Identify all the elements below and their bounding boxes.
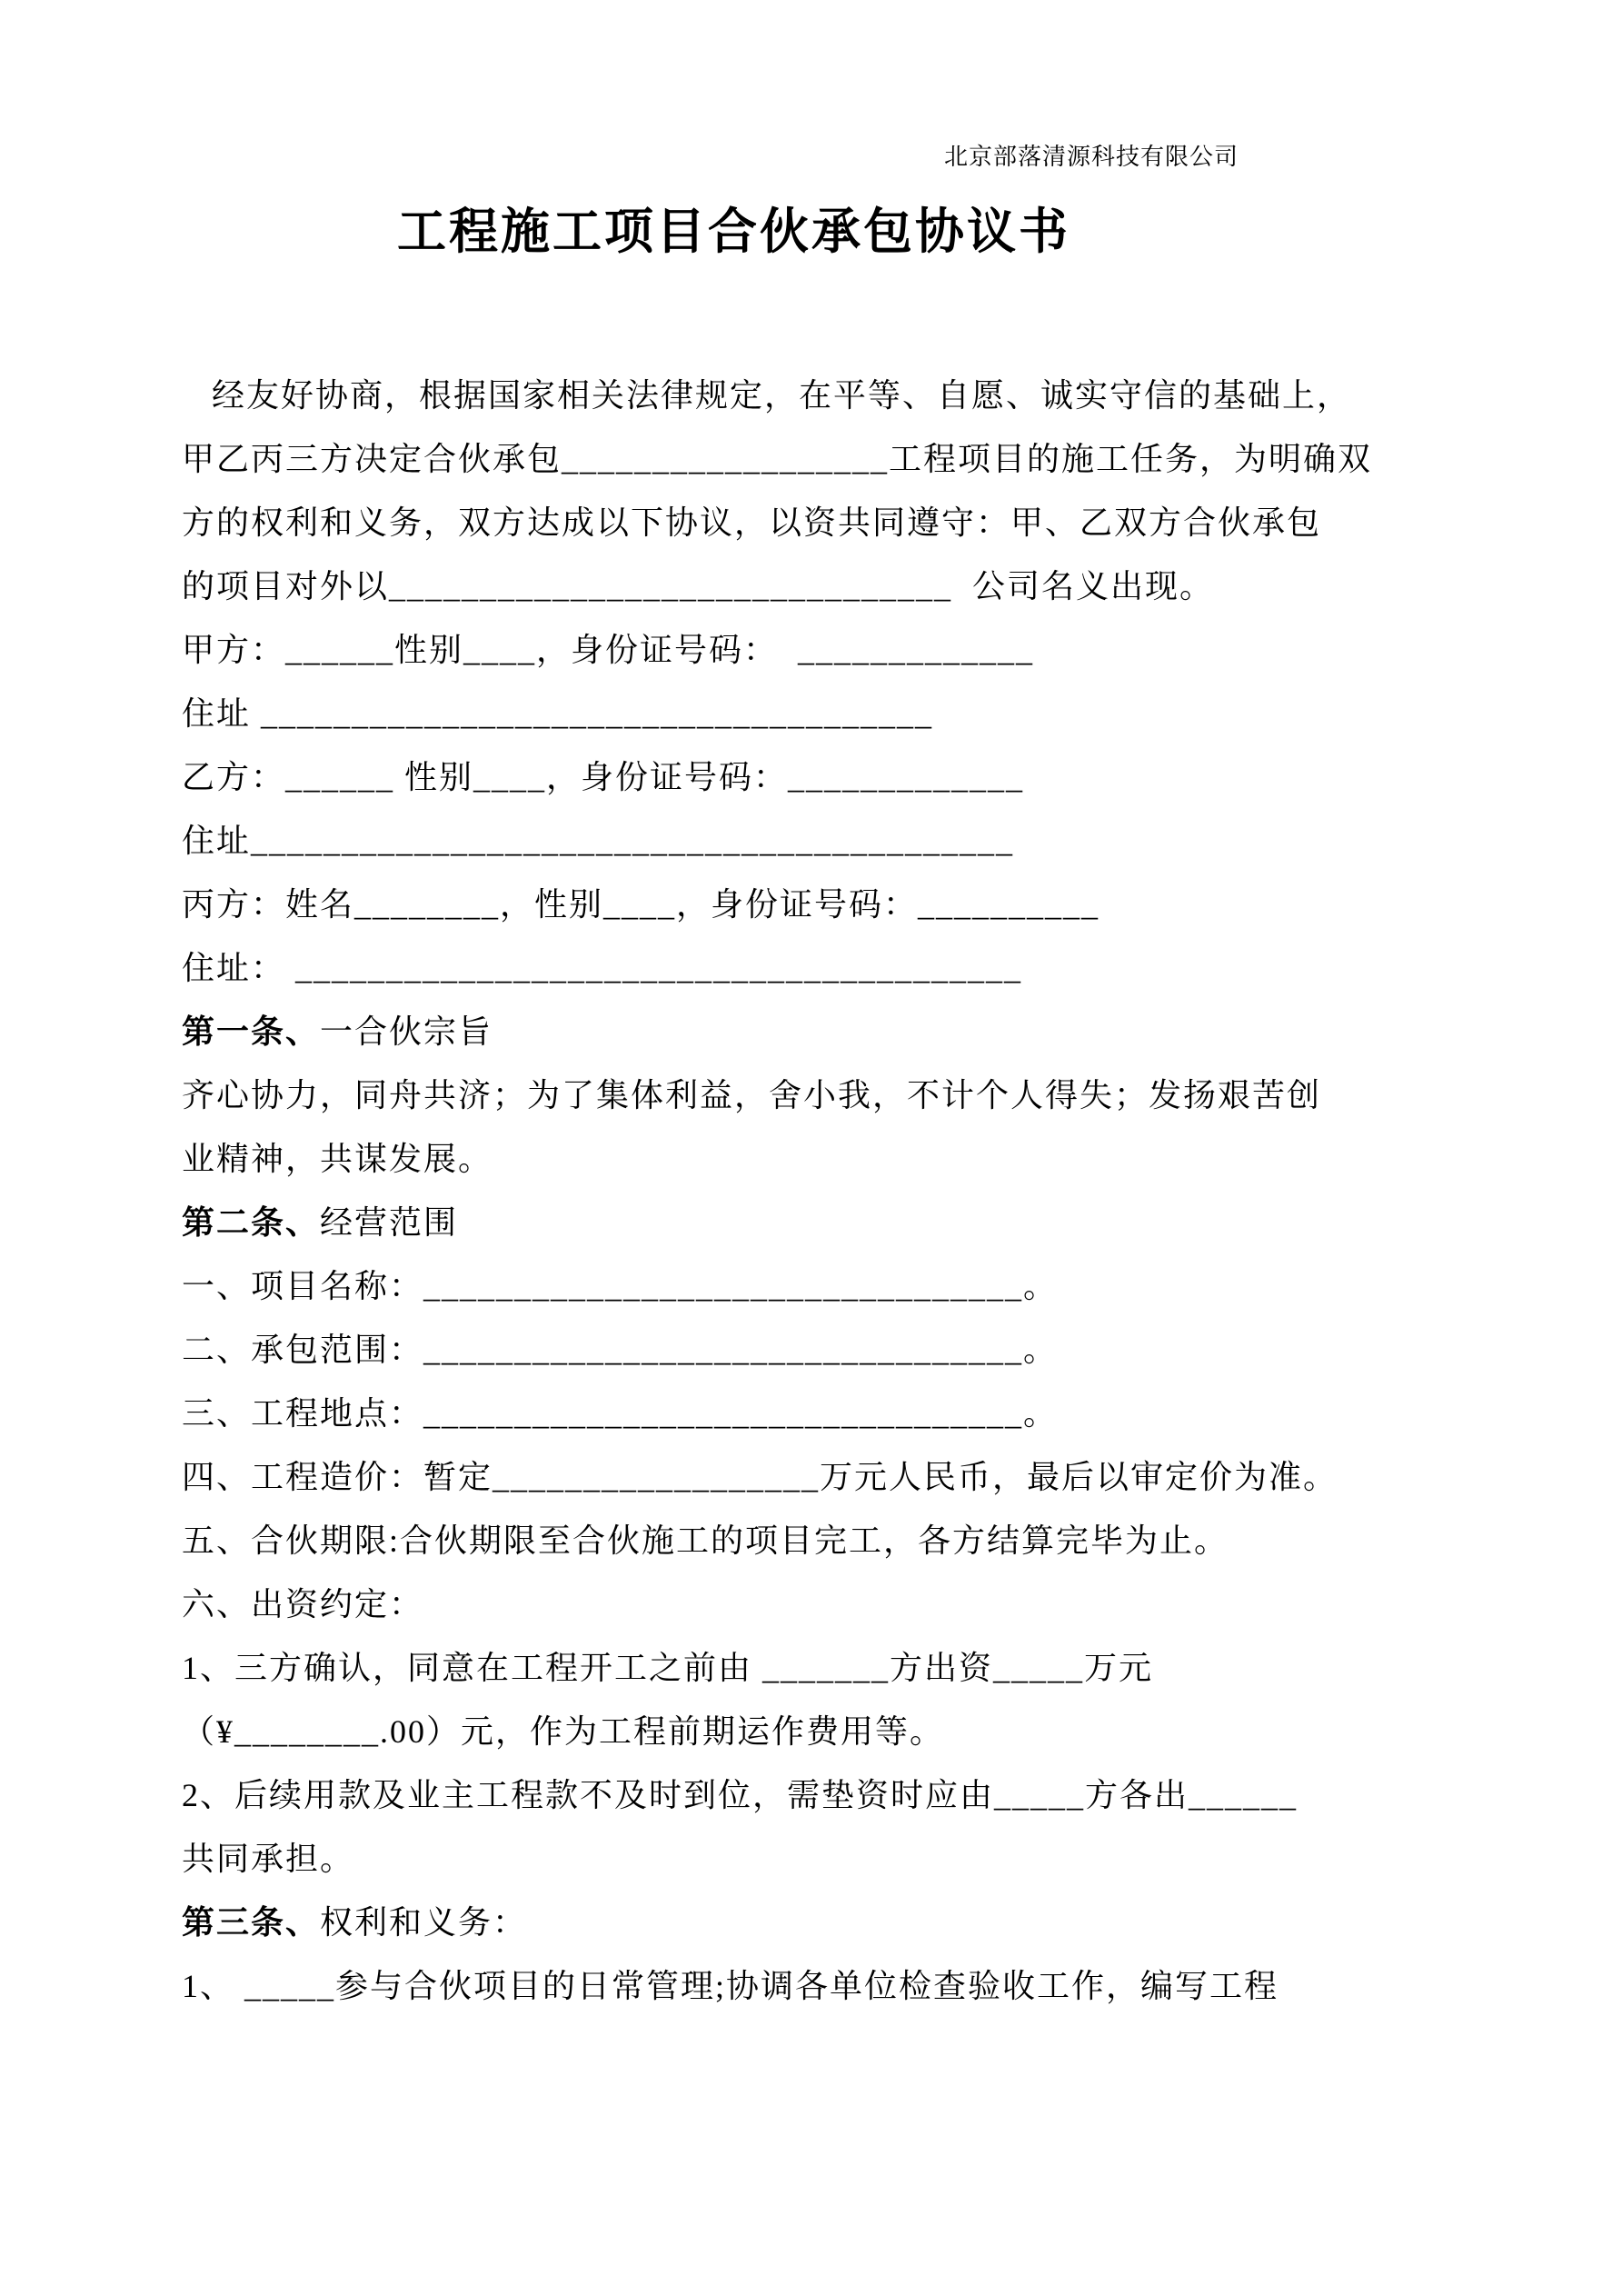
party-b-line: 乙方：______ 性别____，身份证号码：_____________	[182, 759, 1025, 795]
intro-line: 甲乙丙三方决定合伙承包__________________工程项目的施工任务，为明确双	[182, 441, 1373, 477]
party-c-address-line: 住址： ________________________________________	[182, 950, 1023, 986]
section-2-item-5: 五、合伙期限:合伙期限至合伙施工的项目完工，各方结算完毕为止。	[182, 1522, 1229, 1559]
section-2-item-6: 六、出资约定：	[182, 1586, 424, 1622]
section-2-item-4: 四、工程造价：暂定__________________万元人民币，最后以审定价为准。	[182, 1459, 1338, 1495]
section-2-title: 经营范围	[320, 1204, 459, 1241]
section-2-item-1: 一、项目名称：_________________________________。	[182, 1268, 1059, 1304]
section-1-body-line: 业精神，共谋发展。	[182, 1141, 493, 1177]
section-1-title: 一合伙宗旨	[320, 1013, 493, 1050]
section-3-item-1: 1、 _____参与合伙项目的日常管理;协调各单位检查验收工作，编写工程	[182, 1968, 1279, 2004]
party-b-address-line: 住址__________________________________________	[182, 823, 1014, 859]
section-2-item-3: 三、工程地点：_________________________________。	[182, 1395, 1059, 1432]
party-c-line: 丙方：姓名________，性别____，身份证号码：__________	[182, 886, 1100, 923]
section-2-item-6-sub-2-line: 2、后续用款及业主工程款不及时到位，需垫资时应由_____方各出______	[182, 1777, 1299, 1813]
intro-line: 方的权利和义务，双方达成以下协议，以资共同遵守：甲、乙双方合伙承包	[182, 504, 1322, 541]
company-header: 北京部落清源科技有限公司	[943, 144, 1239, 170]
document-title: 工程施工项目合伙承包协议书	[397, 205, 1070, 259]
party-a-address-line: 住址 _____________________________________	[182, 695, 933, 732]
section-1-body-line: 齐心协力，同舟共济；为了集体利益，舍小我，不计个人得失；发扬艰苦创	[182, 1077, 1322, 1113]
section-2-label: 第二条、	[182, 1204, 321, 1241]
section-3-title: 权利和义务：	[320, 1904, 528, 1941]
intro-line: 的项目对外以_______________________________ 公司名义出现。	[182, 568, 1215, 604]
party-a-line: 甲方：______性别____，身份证号码： _____________	[182, 632, 1035, 668]
intro-line: 经友好协商，根据国家相关法律规定，在平等、自愿、诚实守信的基础上，	[212, 377, 1352, 414]
section-3-heading	[182, 1891, 1431, 1954]
section-2-item-6-sub-1-line: 1、三方确认，同意在工程开工之前由 _______方出资_____万元	[182, 1650, 1154, 1686]
section-1-label: 第一条、	[182, 1013, 321, 1050]
section-1-heading	[182, 1000, 1431, 1063]
section-2-heading	[182, 1191, 1431, 1254]
section-2-item-6-sub-2-line: 共同承担。	[182, 1841, 355, 1877]
section-2-item-6-sub-1-line: （¥________.00）元，作为工程前期运作费用等。	[182, 1713, 945, 1750]
section-3-label: 第三条、	[182, 1904, 321, 1941]
section-2-item-2: 二、承包范围：_________________________________。	[182, 1332, 1059, 1368]
